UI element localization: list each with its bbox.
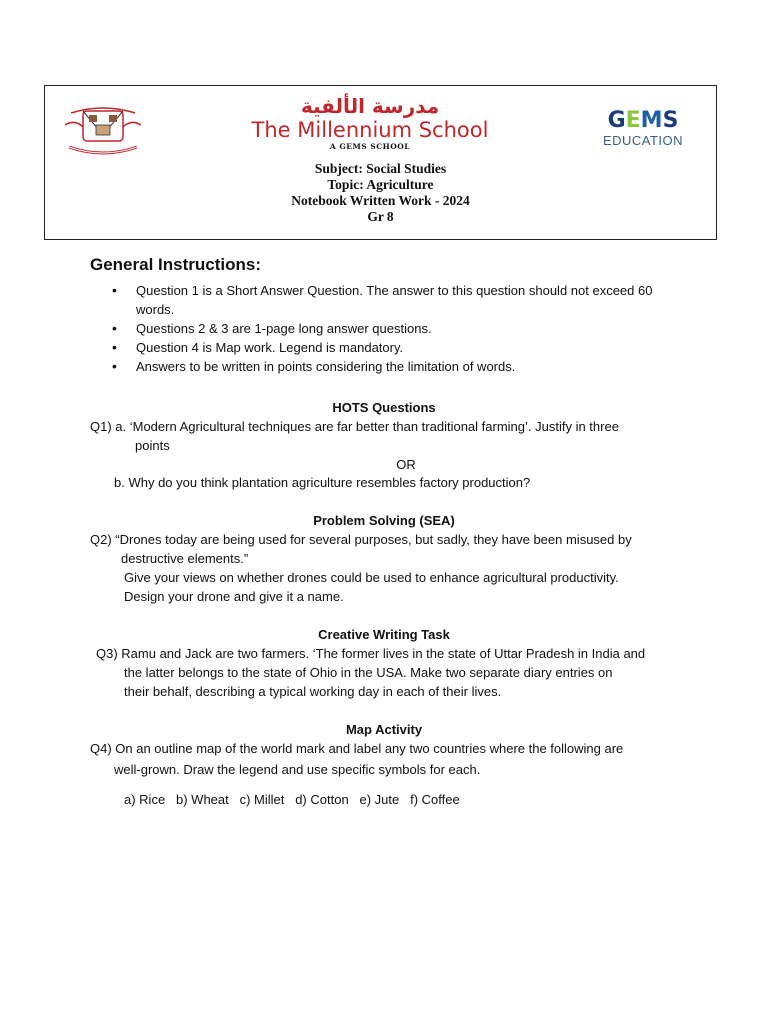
q1a-line1: Q1) a. ‘Modern Agricultural techniques are far better than traditional farming’. Justify in three	[90, 419, 619, 434]
or-separator: OR	[396, 457, 416, 472]
q1b: b. Why do you think plantation agriculture resembles factory production?	[114, 475, 531, 490]
q2-line4: Design your drone and give it a name.	[124, 589, 344, 604]
q4-line2: well-grown. Draw the legend and use specific symbols for each.	[114, 762, 481, 777]
q3-line1: Q3) Ramu and Jack are two farmers. ‘The former lives in the state of Uttar Pradesh in India and	[96, 646, 646, 661]
work-line: Notebook Written Work - 2024	[291, 193, 470, 208]
header-box	[44, 85, 717, 240]
q2-line2: destructive elements.”	[121, 551, 249, 566]
problem-solving-title: Problem Solving (SEA)	[313, 513, 455, 528]
school-name-arabic: مدرسة الألفية	[300, 94, 440, 118]
school-crest-logo	[63, 103, 143, 158]
instruction-item: • Answers to be written in points considering the limitation of words.	[110, 357, 670, 376]
grade-line: Gr 8	[367, 209, 394, 224]
q3-line3: their behalf, describing a typical working day in each of their lives.	[124, 684, 502, 699]
topic-line: Topic: Agriculture	[327, 177, 434, 192]
instruction-item: • Questions 2 & 3 are 1-page long answer questions.	[110, 319, 670, 338]
gems-wordmark: GEMS	[607, 108, 679, 133]
q4-options: a) Rice b) Wheat c) Millet d) Cotton e) Jute f) Coffee	[124, 792, 460, 807]
q2-line3: Give your views on whether drones could be used to enhance agricultural productivity.	[124, 570, 619, 585]
q2-line1: Q2) “Drones today are being used for several purposes, but sadly, they have been misused by	[90, 532, 632, 547]
school-subtitle: A GEMS SCHOOL	[329, 142, 411, 151]
instruction-item: • Question 1 is a Short Answer Question. The answer to this question should not exceed 60 words.	[110, 281, 670, 319]
gems-education-label: EDUCATION	[602, 133, 684, 148]
q4-line1: Q4) On an outline map of the world mark and label any two countries where the following are	[90, 741, 624, 756]
creative-writing-title: Creative Writing Task	[318, 627, 450, 642]
subject-line: Subject: Social Studies	[314, 161, 447, 176]
q1a-line2: points	[135, 438, 170, 453]
instructions-list	[110, 281, 670, 376]
instructions-title: General Instructions:	[90, 255, 261, 274]
school-name: The Millennium School	[251, 118, 489, 142]
worksheet-meta	[45, 161, 716, 225]
gems-education-logo	[593, 110, 693, 148]
instruction-item: • Question 4 is Map work. Legend is mandatory.	[110, 338, 670, 357]
map-activity-title: Map Activity	[345, 722, 423, 737]
q3-line2: the latter belongs to the state of Ohio in the USA. Make two separate diary entries on	[124, 665, 613, 680]
school-title-block	[195, 94, 545, 151]
hots-title: HOTS Questions	[332, 400, 436, 415]
